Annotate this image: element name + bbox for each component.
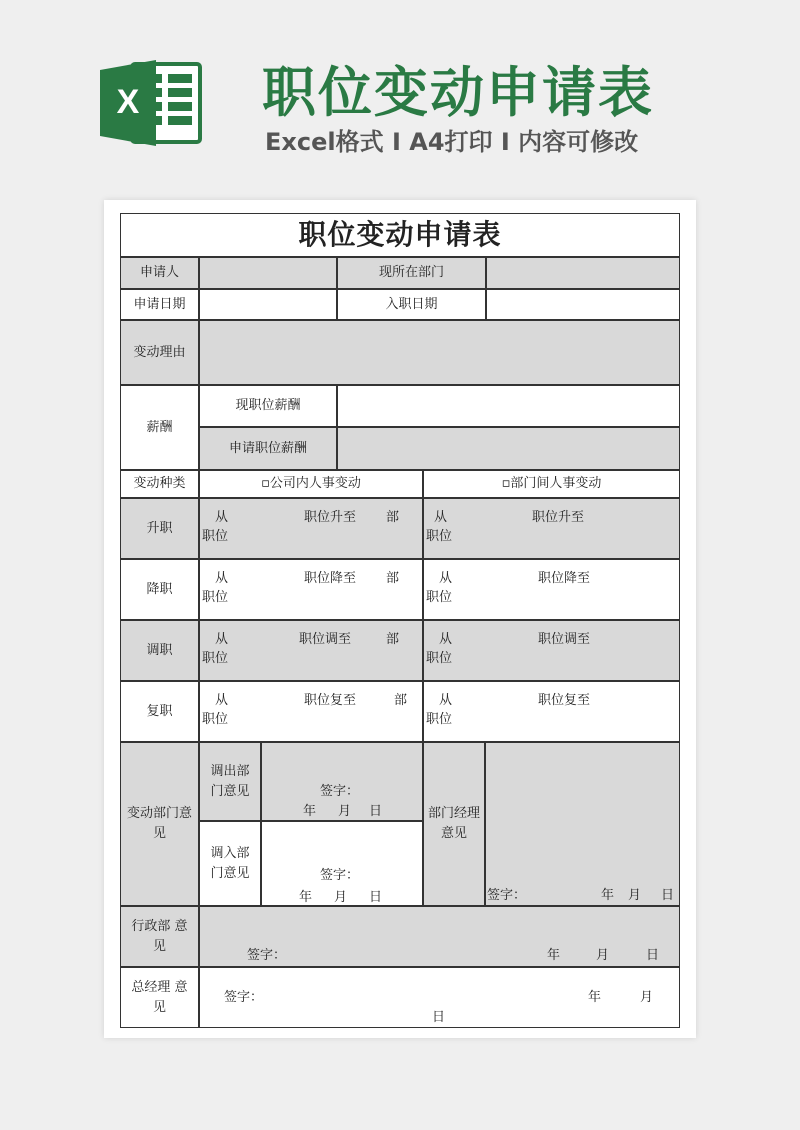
apply-date-label: 申请日期 — [120, 289, 199, 320]
svg-text:X: X — [116, 83, 140, 121]
reason-label: 变动理由 — [120, 320, 199, 385]
demotion-position: 职位 — [202, 590, 229, 605]
banner-subtitle: Excel格式 I A4打印 I 内容可修改 — [265, 128, 639, 156]
join-date-field[interactable] — [486, 289, 680, 320]
demotion-dept: 部 — [386, 571, 400, 586]
demotion-to: 职位降至 — [304, 571, 357, 586]
out-dept-signature: 签字： — [320, 784, 360, 799]
out-dept-label: 调出部门意见 — [199, 742, 261, 821]
reinstate-label: 复职 — [120, 681, 199, 742]
current-dept-label: 现所在部门 — [337, 257, 486, 289]
gm-day: 日 — [432, 1010, 446, 1025]
form-title: 职位变动申请表 — [120, 213, 680, 257]
promotion-dept: 部 — [386, 510, 400, 525]
gm-label: 总经理 意见 — [120, 967, 199, 1028]
banner-title: 职位变动申请表 — [262, 61, 654, 124]
reinstate-dept: 部 — [394, 693, 408, 708]
admin-month: 月 — [596, 948, 610, 963]
in-dept-month: 月 — [334, 890, 348, 905]
transfer-label: 调职 — [120, 620, 199, 681]
transfer-to: 职位调至 — [299, 632, 352, 647]
promotion-to: 职位升至 — [304, 510, 357, 525]
transfer-right-to: 职位调至 — [538, 632, 591, 647]
transfer-position: 职位 — [202, 651, 229, 666]
applicant-field[interactable] — [199, 257, 337, 289]
admin-label: 行政部 意见 — [120, 906, 199, 967]
dept-manager-month: 月 — [628, 888, 642, 903]
join-date-label: 入职日期 — [337, 289, 486, 320]
current-salary-field[interactable] — [337, 385, 680, 427]
applied-salary-field[interactable] — [337, 427, 680, 470]
transfer-from: 从 — [215, 632, 229, 647]
promotion-position: 职位 — [202, 529, 229, 544]
demotion-label: 降职 — [120, 559, 199, 620]
promotion-right-to: 职位升至 — [532, 510, 585, 525]
form-sheet — [104, 200, 696, 1038]
current-dept-field[interactable] — [486, 257, 680, 289]
in-dept-label: 调入部门意见 — [199, 821, 261, 906]
excel-logo-icon — [100, 58, 204, 148]
apply-date-field[interactable] — [199, 289, 337, 320]
demotion-right-position: 职位 — [426, 590, 453, 605]
dept-opinion-label: 变动部门意见 — [120, 742, 199, 906]
reinstate-position: 职位 — [202, 712, 229, 727]
gm-month: 月 — [640, 990, 654, 1005]
promotion-from: 从 — [215, 510, 229, 525]
salary-label: 薪酬 — [120, 385, 199, 470]
applied-salary-label: 申请职位薪酬 — [199, 427, 337, 470]
internal-change-checkbox[interactable]: ▫公司内人事变动 — [199, 470, 423, 498]
dept-manager-year: 年 — [601, 888, 615, 903]
change-type-label: 变动种类 — [120, 470, 199, 498]
admin-year: 年 — [547, 948, 561, 963]
transfer-right-position: 职位 — [426, 651, 453, 666]
admin-day: 日 — [646, 948, 660, 963]
gm-year: 年 — [588, 990, 602, 1005]
reinstate-right-to: 职位复至 — [538, 693, 591, 708]
demotion-from: 从 — [215, 571, 229, 586]
reinstate-from: 从 — [215, 693, 229, 708]
admin-signature: 签字： — [247, 948, 287, 963]
demotion-right-to: 职位降至 — [538, 571, 591, 586]
promotion-label: 升职 — [120, 498, 199, 559]
transfer-right-from: 从 — [439, 632, 453, 647]
transfer-dept: 部 — [386, 632, 400, 647]
out-dept-month: 月 — [338, 804, 352, 819]
out-dept-year: 年 — [303, 804, 317, 819]
dept-manager-day: 日 — [661, 888, 675, 903]
current-salary-label: 现职位薪酬 — [199, 385, 337, 427]
reason-field[interactable] — [199, 320, 680, 385]
promotion-right-position: 职位 — [426, 529, 453, 544]
dept-manager-label: 部门经理意见 — [423, 742, 485, 906]
in-dept-day: 日 — [369, 890, 383, 905]
in-dept-signature: 签字： — [320, 868, 360, 883]
dept-manager-signature: 签字： — [487, 888, 527, 903]
gm-signature: 签字： — [224, 990, 264, 1005]
dept-manager-field[interactable] — [485, 742, 680, 906]
inter-dept-change-checkbox[interactable]: ▫部门间人事变动 — [423, 470, 680, 498]
demotion-right-from: 从 — [439, 571, 453, 586]
in-dept-year: 年 — [299, 890, 313, 905]
reinstate-right-position: 职位 — [426, 712, 453, 727]
reinstate-to: 职位复至 — [304, 693, 357, 708]
applicant-label: 申请人 — [120, 257, 199, 289]
out-dept-day: 日 — [369, 804, 383, 819]
reinstate-right-from: 从 — [439, 693, 453, 708]
promotion-right-from: 从 — [434, 510, 448, 525]
